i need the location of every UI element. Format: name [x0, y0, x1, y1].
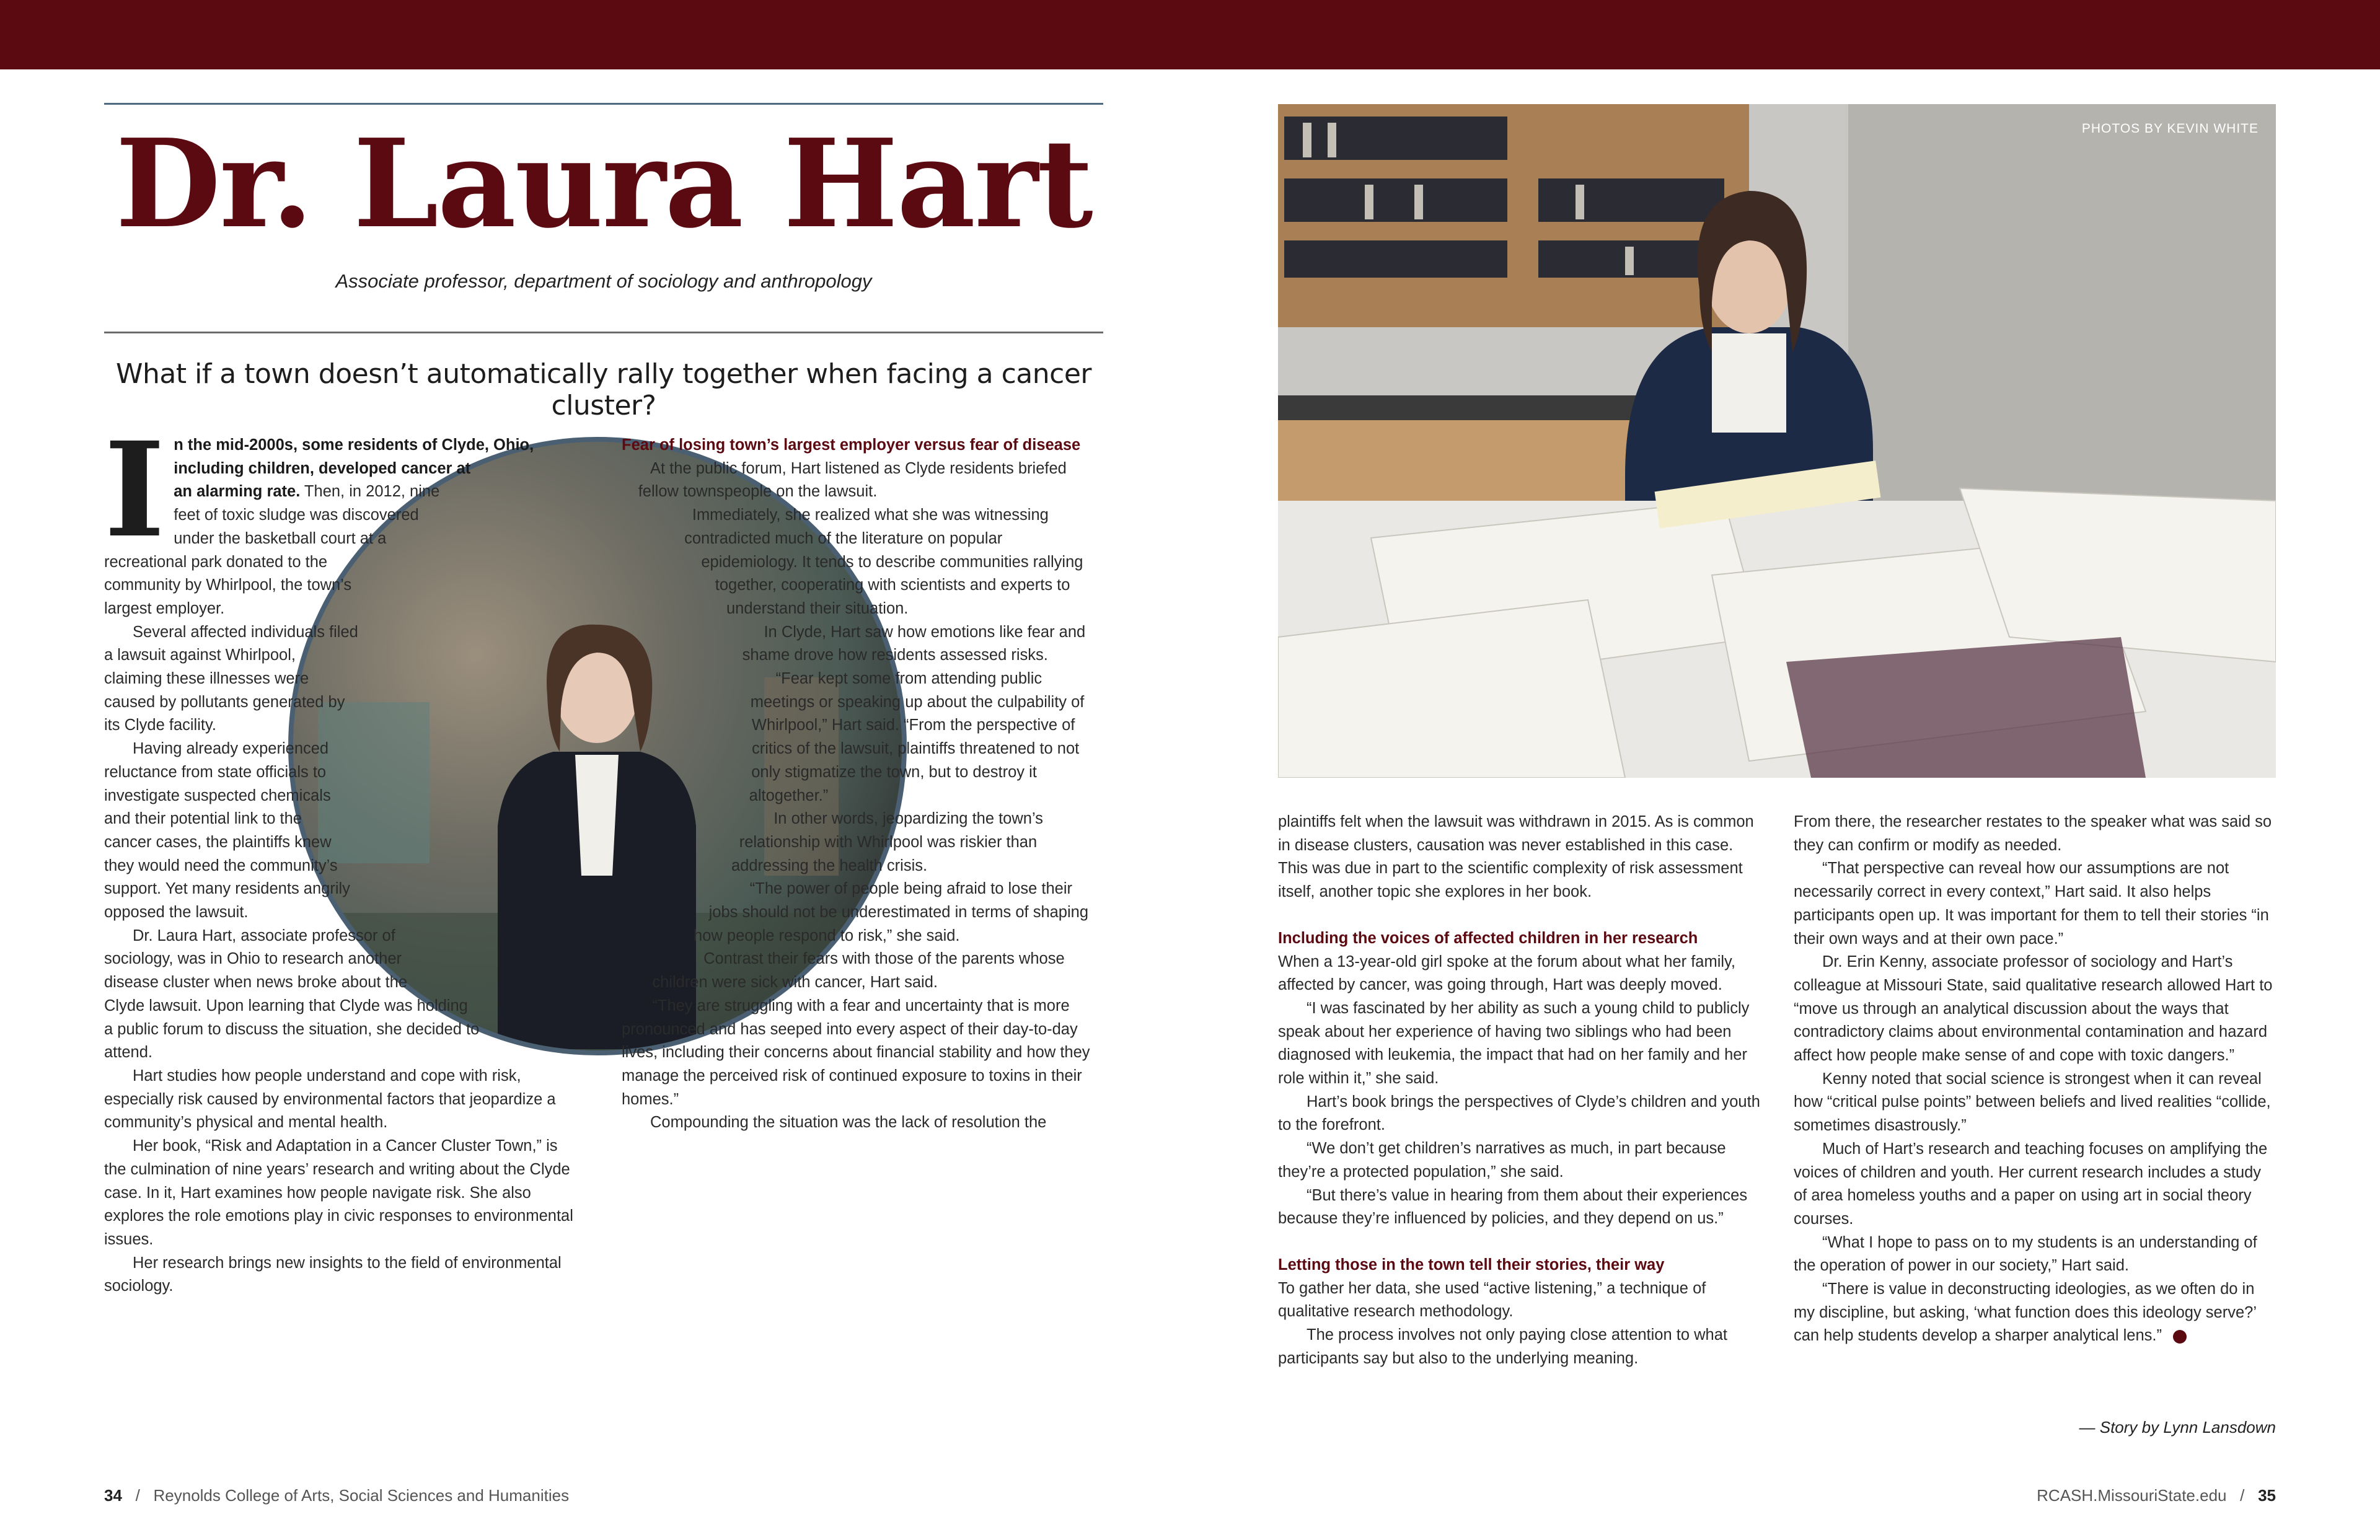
paragraph: Kenny noted that social science is strongest when it can reveal how “critical pulse points” between beliefs and lived realities “collide, sometimes disastrously.”: [1794, 1070, 2271, 1135]
article-question: What if a town doesn’t automatically rally together when facing a cancer cluster?: [116, 358, 1091, 421]
footer-separator: /: [135, 1486, 140, 1505]
paragraph: “Fear kept some from attending public meetings or speaking up about the culpability of Whirlpool,” Hart said. “From the perspective of critics of the lawsuit, plaintiffs threatened to not only stigmatize the town, but to destroy it altogether.”: [749, 670, 1085, 804]
section-subhead: Fear of losing town’s largest employer versus fear of disease: [622, 436, 1081, 454]
paragraph: Much of Hart’s research and teaching focuses on amplifying the voices of children and youth. Her current research includes a study of area homeless youths and a paper on using art in social theory courses.: [1794, 1140, 2268, 1228]
publication-name: Reynolds College of Arts, Social Sciences and Humanities: [153, 1486, 570, 1505]
paragraph: In Clyde, Hart saw how emotions like fear and shame drove how residents assessed risks.: [742, 623, 1086, 664]
lead-paragraph: n the mid-2000s, some residents of Clyde, Ohio, including children, developed cancer at an alarming rate.: [174, 436, 534, 501]
paragraph: “The power of people being afraid to lose their jobs should not be underestimated in terms of shaping how people respond to risk,” she said.: [694, 880, 1089, 944]
paragraph: “What I hope to pass on to my students is an understanding of the operation of power in our society,” Hart said.: [1794, 1233, 2257, 1275]
paragraph: From there, the researcher restates to the speaker what was said so they can confirm or modify as needed.: [1794, 813, 2272, 854]
page-number: 34: [104, 1486, 122, 1505]
article-column-1: [104, 413, 581, 1298]
section-rule: [104, 332, 1103, 333]
paragraph: plaintiffs felt when the lawsuit was withdrawn in 2015. As is common in disease clusters, causation was never established in this case. This was due in part to the scientific complexity of risk assessment itself, another topic she explores in her book.: [1278, 813, 1754, 901]
paragraph: Contrast their fears with those of the parents whose children were sick with cancer, Hart said.: [652, 950, 1065, 992]
paragraph: “That perspective can reveal how our assumptions are not necessarily correct in every context,” Hart said. It also helps participants open up. It was important for them to tell their stories “in their own ways and at their own pace.”: [1794, 860, 2269, 948]
paragraph: In other words, jeopardizing the town’s relationship with Whirlpool was riskier than addressing the health crisis.: [731, 810, 1043, 874]
end-mark-icon: [2173, 1330, 2187, 1344]
paragraph: Then, in 2012, nine feet of toxic sludge was discovered under the basketball court at a recreational park donated to the community by Whirlpool, the town’s largest employer.: [104, 483, 440, 617]
paragraph: When a 13-year-old girl spoke at the forum about what her family, affected by cancer, was going through, Hart was deeply moved.: [1278, 953, 1735, 994]
page-number: 35: [2258, 1486, 2276, 1505]
office-illustration: [1278, 104, 2276, 778]
paragraph: Several affected individuals filed a lawsuit against Whirlpool, claiming these illnesses were caused by pollutants generated by its Clyde facility.: [104, 623, 358, 734]
top-color-bar: [0, 0, 2380, 69]
paragraph: “They are struggling with a fear and uncertainty that is more pronounced and has seeped into every aspect of their day-to-day lives, including their concerns about financial stability and how they manage the perceived risk of continued exposure to toxins in their homes.”: [622, 997, 1090, 1108]
paragraph: Dr. Erin Kenny, associate professor of sociology and Hart’s colleague at Missouri State, said qualitative research allowed Hart to “move us through an analytical discussion about the ways that contradictory claims about environmental contamination and hazard affect how people make sense of and cope with toxic dangers.”: [1794, 953, 2273, 1065]
paragraph: To gather her data, she used “active listening,” a technique of qualitative research methodology.: [1278, 1279, 1706, 1321]
article-title: Dr. Laura Hart: [115, 113, 1092, 255]
paragraph: “There is value in deconstructing ideologies, as we often do in my discipline, but asking, ‘what function does this ideology serve?’ can help students develop a sharper analytical lens.”: [1794, 1280, 2257, 1345]
photo-credit: PHOTOS BY KEVIN WHITE: [2081, 121, 2259, 136]
paragraph: Compounding the situation was the lack of resolution the: [650, 1114, 1047, 1132]
paragraph: Dr. Laura Hart, associate professor of sociology, was in Ohio to research another disease cluster when news broke about the Clyde lawsuit. Upon learning that Clyde was holding a public forum to discuss the situation, she decided to attend.: [104, 926, 480, 1062]
paragraph: Immediately, she realized what she was witnessing contradicted much of the literature on popular epidemiology. It tends to describe communities rallying together, cooperating with scientists and experts to understand their situation.: [684, 506, 1083, 617]
section-subhead: Letting those in the town tell their stories, their way: [1278, 1256, 1665, 1274]
paragraph: “But there’s value in hearing from them about their experiences because they’re influenced by policies, and they depend on us.”: [1278, 1186, 1748, 1228]
footer-right: [2037, 1486, 2276, 1505]
article-column-2: [622, 434, 1099, 1135]
footer-separator: /: [2240, 1486, 2245, 1505]
paragraph: Her book, “Risk and Adaptation in a Cancer Cluster Town,” is the culmination of nine years’ research and writing about the Clyde case. In it, Hart examines how people navigate risk. She also explores the role emotions play in civic responses to environmental issues.: [104, 1137, 573, 1248]
paragraph: The process involves not only paying close attention to what participants say but also to the underlying meaning.: [1278, 1326, 1727, 1367]
office-photo: [1278, 104, 2276, 778]
story-byline: — Story by Lynn Lansdown: [2079, 1418, 2276, 1437]
article-column-3: [1278, 811, 1761, 1370]
paragraph: Hart studies how people understand and cope with risk, especially risk caused by environmental factors that jeopardize a community’s physical and mental health.: [104, 1067, 556, 1132]
paragraph: Her research brings new insights to the field of environmental sociology.: [104, 1254, 562, 1295]
website-url: RCASH.MissouriState.edu: [2037, 1486, 2227, 1505]
article-subtitle: Associate professor, department of sociology and anthropology: [335, 270, 872, 292]
drop-cap: I: [104, 413, 165, 566]
top-rule: [104, 103, 1103, 105]
paragraph: Having already experienced reluctance from state officials to investigate suspected chemicals and their potential link to the cancer cases, the plaintiffs knew they would need the community’s support. Yet many residents angrily opposed the lawsuit.: [104, 740, 350, 922]
paragraph: Hart’s book brings the perspectives of Clyde’s children and youth to the forefront.: [1278, 1093, 1760, 1134]
paragraph: “We don’t get children’s narratives as much, in part because they’re a protected population,” she said.: [1278, 1140, 1726, 1181]
article-column-4: [1794, 811, 2277, 1348]
paragraph: At the public forum, Hart listened as Clyde residents briefed fellow townspeople on the lawsuit.: [638, 459, 1067, 501]
footer-left: [104, 1486, 569, 1505]
paragraph: “I was fascinated by her ability as such a young child to publicly speak about her experience of having two siblings who had been diagnosed with leukemia, the impact that had on her family and her role within it,” she said.: [1278, 999, 1750, 1088]
section-subhead: Including the voices of affected children in her research: [1278, 929, 1698, 947]
